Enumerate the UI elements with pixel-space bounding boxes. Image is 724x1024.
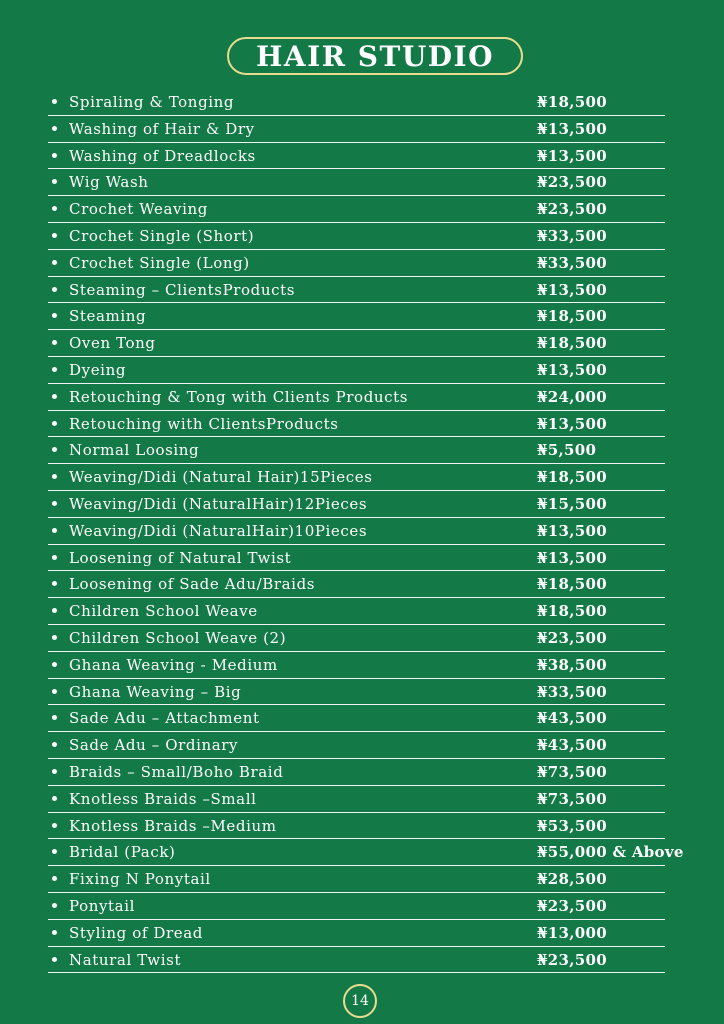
bullet-icon [52,608,57,613]
bullet-icon [52,179,57,184]
service-name: Sade Adu – Ordinary [69,736,239,755]
page-number: 14 [343,984,377,1018]
service-name: Bridal (Pack) [69,843,176,862]
service-name: Washing of Dreadlocks [69,146,256,165]
list-item [48,705,665,732]
list-item [48,330,665,357]
list-item [48,679,665,706]
bullet-icon [52,769,57,774]
list-item [48,411,665,438]
list-item [48,116,665,143]
service-price: ₦23,500 [537,200,607,219]
bullet-icon [52,367,57,372]
list-item [48,866,665,893]
service-price: ₦18,500 [537,575,607,594]
list-item [48,920,665,947]
bullet-icon [52,233,57,238]
service-price: ₦55,000 & Above [537,843,684,862]
list-item [48,652,665,679]
bullet-icon [52,153,57,158]
service-name: Loosening of Natural Twist [69,548,292,567]
page-title-pill [227,37,523,75]
service-price: ₦13,500 [537,146,607,165]
list-item [48,437,665,464]
service-name: Ponytail [69,896,136,915]
service-price: ₦13,500 [537,119,607,138]
service-price: ₦33,500 [537,226,607,245]
service-price: ₦23,500 [537,950,607,969]
service-name: Normal Loosing [69,441,200,460]
bullet-icon [52,635,57,640]
bullet-icon [52,260,57,265]
bullet-icon [52,849,57,854]
bullet-icon [52,823,57,828]
list-item [48,759,665,786]
service-price: ₦73,500 [537,789,607,808]
list-item [48,464,665,491]
service-price: ₦24,000 [537,387,607,406]
service-price: ₦18,500 [537,334,607,353]
service-price: ₦18,500 [537,93,607,111]
service-price: ₦43,500 [537,736,607,755]
list-item [48,545,665,572]
service-name: Retouching & Tong with Clients Products [69,387,409,406]
service-price: ₦15,500 [537,494,607,513]
service-price: ₦33,500 [537,682,607,701]
bullet-icon [52,126,57,131]
service-price: ₦5,500 [537,441,597,460]
bullet-icon [52,957,57,962]
list-item [48,169,665,196]
list-item [48,143,665,170]
list-item [48,893,665,920]
service-name: Knotless Braids –Small [69,789,257,808]
service-price: ₦18,500 [537,468,607,487]
list-item [48,571,665,598]
list-item [48,598,665,625]
service-name: Wig Wash [69,173,149,192]
page-title: HAIR STUDIO [255,39,495,73]
service-price: ₦13,500 [537,280,607,299]
list-item [48,303,665,330]
bullet-icon [52,474,57,479]
bullet-icon [52,99,57,104]
service-name: Loosening of Sade Adu/Braids [69,575,316,594]
service-name: Weaving/Didi (NaturalHair)12Pieces [69,494,368,513]
list-item [48,196,665,223]
service-price: ₦13,500 [537,548,607,567]
bullet-icon [52,421,57,426]
list-item [48,491,665,518]
service-name: Natural Twist [69,950,182,969]
service-price: ₦13,500 [537,521,607,540]
service-price: ₦23,500 [537,628,607,647]
service-price: ₦18,500 [537,602,607,621]
service-price: ₦23,500 [537,173,607,192]
service-price: ₦38,500 [537,655,607,674]
list-item [48,357,665,384]
bullet-icon [52,287,57,292]
bullet-icon [52,581,57,586]
list-item [48,839,684,866]
service-name: Crochet Single (Short) [69,226,255,245]
list-item [48,223,665,250]
service-name: Dyeing [69,360,127,379]
bullet-icon [52,528,57,533]
service-name: Crochet Weaving [69,200,208,219]
service-name: Weaving/Didi (Natural Hair)15Pieces [69,468,373,487]
list-item [48,813,665,840]
bullet-icon [52,876,57,881]
service-price: ₦18,500 [537,307,607,326]
service-price: ₦33,500 [537,253,607,272]
service-price: ₦13,500 [537,360,607,379]
bullet-icon [52,903,57,908]
service-name: Oven Tong [69,334,156,353]
service-price: ₦28,500 [537,870,607,889]
bullet-icon [52,447,57,452]
bullet-icon [52,742,57,747]
service-price: ₦53,500 [537,816,607,835]
service-name: Ghana Weaving – Big [69,682,242,701]
bullet-icon [52,689,57,694]
service-name: Retouching with ClientsProducts [69,414,339,433]
list-item [48,384,665,411]
list-item [48,786,665,813]
service-name: Washing of Hair & Dry [69,119,255,138]
list-item [48,89,665,116]
service-name: Sade Adu – Attachment [69,709,260,728]
service-name: Children School Weave [69,602,258,621]
service-name: Children School Weave (2) [69,628,287,647]
bullet-icon [52,662,57,667]
bullet-icon [52,555,57,560]
service-price: ₦13,500 [537,414,607,433]
bullet-icon [52,340,57,345]
service-name: Weaving/Didi (NaturalHair)10Pieces [69,521,368,540]
service-name: Steaming [69,307,147,326]
service-name: Knotless Braids –Medium [69,816,277,835]
price-list [48,89,688,973]
bullet-icon [52,394,57,399]
list-item [48,277,665,304]
bullet-icon [52,206,57,211]
bullet-icon [52,501,57,506]
service-name: Ghana Weaving - Medium [69,655,278,674]
bullet-icon [52,715,57,720]
list-item [48,250,665,277]
service-price: ₦43,500 [537,709,607,728]
list-item [48,732,665,759]
bullet-icon [52,930,57,935]
service-price: ₦13,000 [537,923,607,942]
service-name: Braids – Small/Boho Braid [69,762,284,781]
service-name: Fixing N Ponytail [69,870,211,889]
service-name: Spiraling & Tonging [69,93,235,111]
list-item [48,518,665,545]
list-item [48,625,665,652]
bullet-icon [52,313,57,318]
service-name: Styling of Dread [69,923,203,942]
service-price: ₦73,500 [537,762,607,781]
service-name: Steaming – ClientsProducts [69,280,296,299]
service-name: Crochet Single (Long) [69,253,250,272]
bullet-icon [52,796,57,801]
list-item [48,947,665,974]
service-price: ₦23,500 [537,896,607,915]
